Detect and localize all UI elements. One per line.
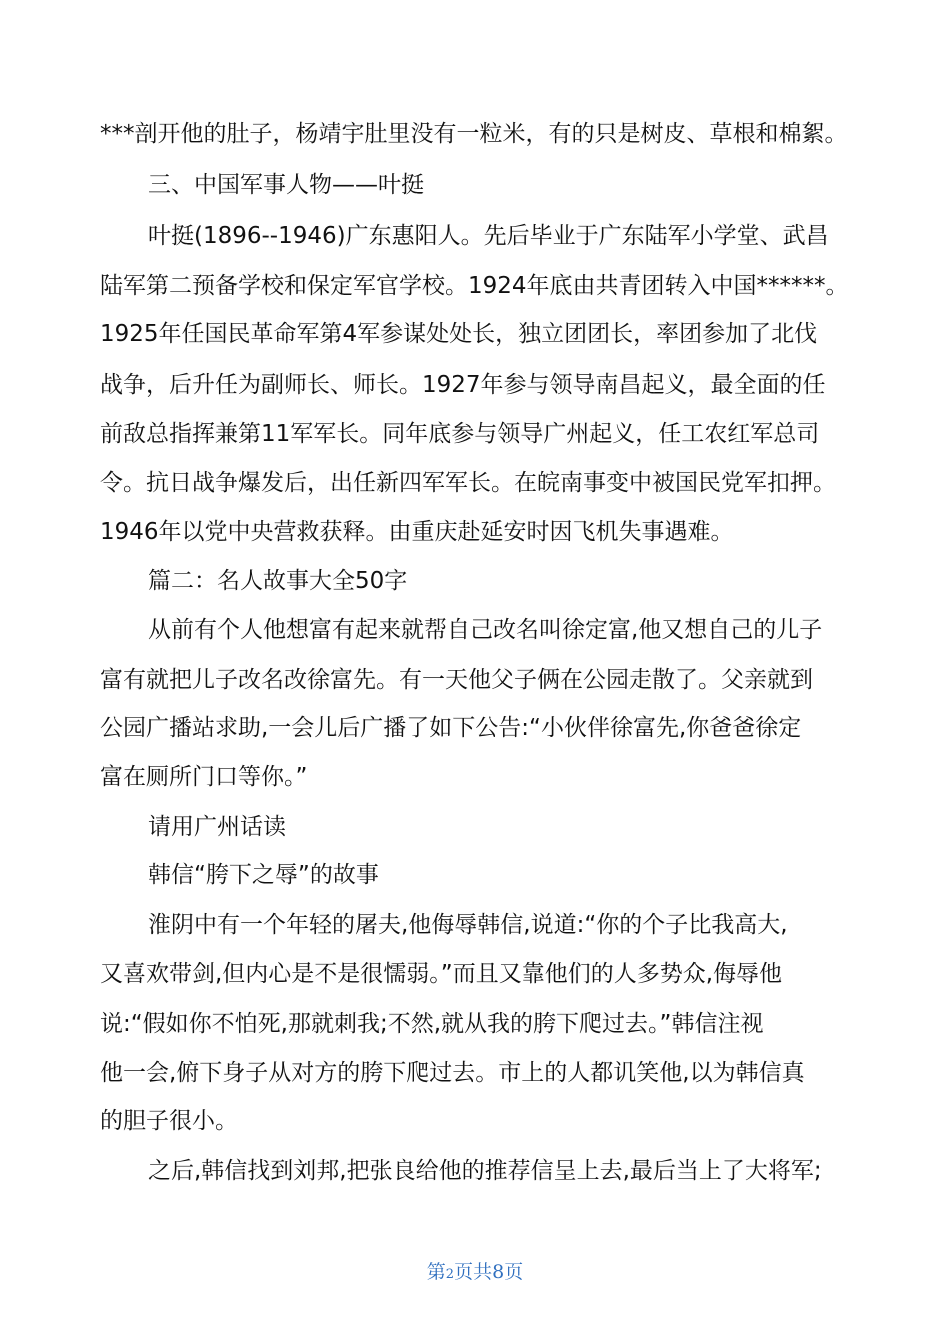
footer-suffix: 页	[504, 1261, 524, 1283]
text-line: 又喜欢带剑,但内心是不是很懦弱。”而且又靠他们的人多势众,侮辱他	[100, 961, 783, 987]
text-line: 富在厕所门口等你。”	[100, 764, 308, 790]
text-line: 1946年以党中央营救获释。由重庆赴延安时因飞机失事遇难。	[100, 519, 734, 545]
section-heading: 三、中国军事人物——叶挺	[148, 172, 424, 198]
text-line: 说:“假如你不怕死,那就刺我;不然,就从我的胯下爬过去。”韩信注视	[100, 1011, 764, 1037]
text-line: 令。抗日战争爆发后，出任新四军军长。在皖南事变中被国民党军扣押。	[100, 470, 836, 496]
text-line: ***剖开他的肚子，杨靖宇肚里没有一粒米，有的只是树皮、草根和棉絮。	[100, 121, 848, 147]
text-line: 淮阴中有一个年轻的屠夫,他侮辱韩信,说道:“你的个子比我高大,	[148, 912, 788, 938]
text-line: 1925年任国民革命军第4军参谋处处长，独立团团长，率团参加了北伐	[100, 321, 818, 347]
text-line: 叶挺(1896--1946)广东惠阳人。先后毕业于广东陆军小学堂、武昌	[148, 223, 829, 249]
text-line: 陆军第二预备学校和保定军官学校。1924年底由共青团转入中国******。	[100, 273, 849, 299]
page-footer	[0, 1258, 950, 1289]
text-line: 之后,韩信找到刘邦,把张良给他的推荐信呈上去,最后当上了大将军;	[148, 1158, 822, 1184]
footer-total-pages: 8	[492, 1261, 505, 1283]
text-line: 请用广州话读	[148, 814, 286, 840]
footer-page-number: 2	[445, 1267, 455, 1282]
text-line: 前敌总指挥兼第11军军长。同年底参与领导广州起义，任工农红军总司	[100, 421, 820, 447]
text-line: 他一会,俯下身子从对方的胯下爬过去。市上的人都讥笑他,以为韩信真	[100, 1060, 805, 1086]
footer-middle: 页共	[454, 1261, 493, 1283]
text-line: 战争，后升任为副师长、师长。1927年参与领导南昌起义，最全面的任	[100, 372, 826, 398]
text-line: 公园广播站求助,一会儿后广播了如下公告:“小伙伴徐富先,你爸爸徐定	[100, 715, 802, 741]
text-line: 的胆子很小。	[100, 1108, 238, 1134]
section-heading: 篇二：名人故事大全50字	[148, 568, 408, 594]
section-heading: 韩信“胯下之辱”的故事	[148, 862, 379, 888]
text-line: 从前有个人他想富有起来就帮自己改名叫徐定富,他又想自己的儿子	[148, 617, 823, 643]
text-line: 富有就把儿子改名改徐富先。有一天他父子俩在公园走散了。父亲就到	[100, 667, 813, 693]
footer-prefix: 第	[426, 1261, 446, 1283]
